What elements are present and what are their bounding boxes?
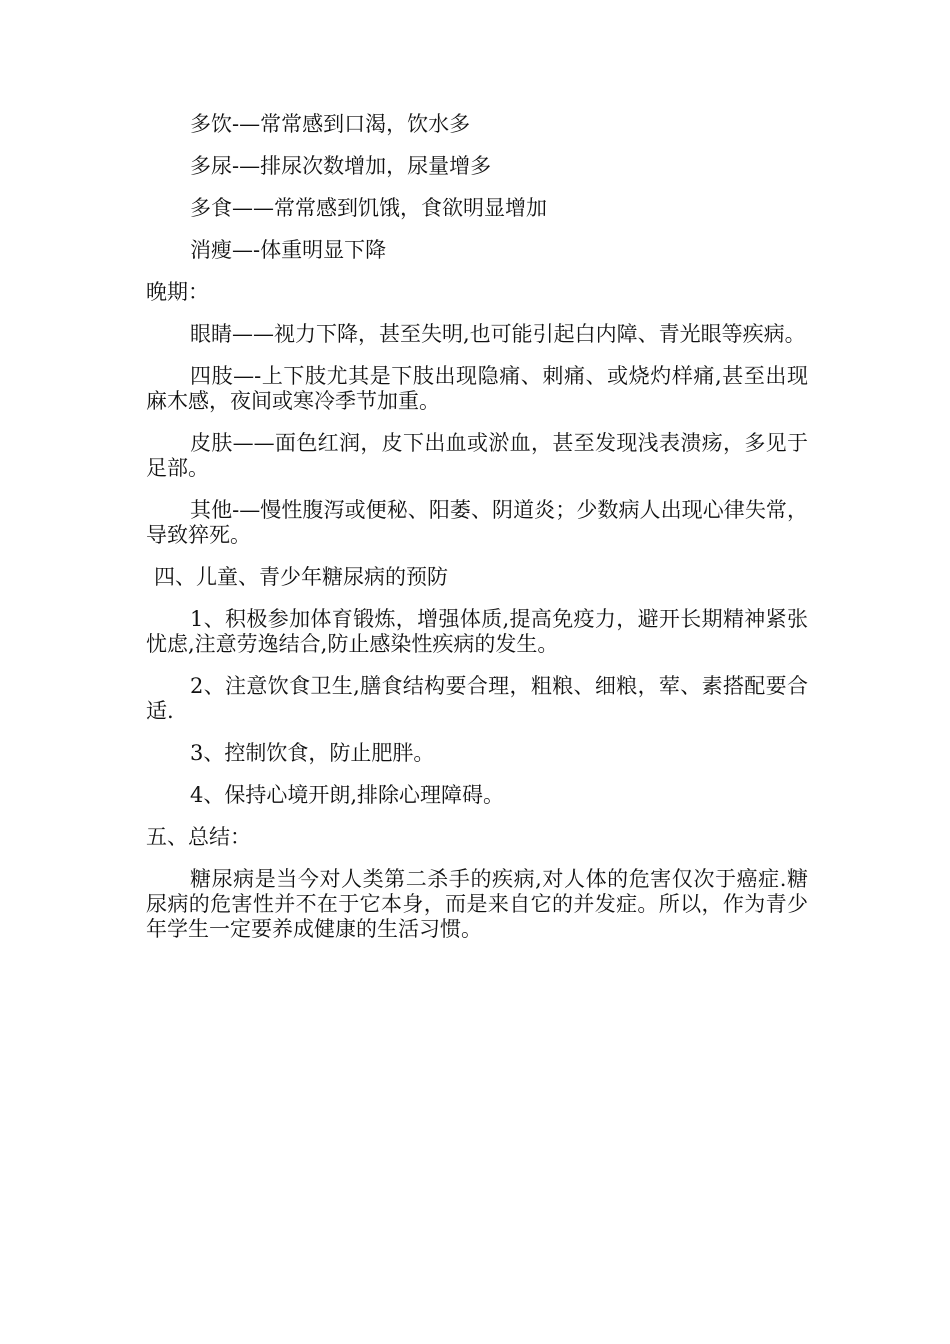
late-stage-limbs: 四肢—-上下肢尤其是下肢出现隐痛、刺痛、或烧灼样痛,甚至出现麻木感，夜间或寒冷季节加重。 <box>146 364 808 413</box>
late-stage-skin: 皮肤——面色红润，皮下出血或淤血，甚至发现浅表溃疡，多见于足部。 <box>146 431 808 480</box>
late-stage-heading: 晚期： <box>146 280 209 304</box>
late-stage-eyes: 眼睛——视力下降，甚至失明,也可能引起白内障、青光眼等疾病。 <box>190 322 806 346</box>
late-stage-other: 其他-—慢性腹泻或便秘、阳萎、阴道炎；少数病人出现心律失常，导致猝死。 <box>146 498 808 547</box>
prevention-heading: 四、儿童、青少年糖尿病的预防 <box>154 565 448 589</box>
prevention-item-4: 4、保持心境开朗,排除心理障碍。 <box>190 783 505 807</box>
prevention-item-2: 2、注意饮食卫生,膳食结构要合理，粗粮、细粮，荤、素搭配要合适. <box>146 674 808 723</box>
symptom-polydipsia: 多饮-—常常感到口渴，饮水多 <box>190 112 471 136</box>
symptom-polyuria: 多尿-—排尿次数增加，尿量增多 <box>190 154 492 178</box>
symptom-polyphagia: 多食——常常感到饥饿，食欲明显增加 <box>190 196 547 220</box>
document-body <box>146 112 808 959</box>
summary-text: 糖尿病是当今对人类第二杀手的疾病,对人体的危害仅次于癌症.糖尿病的危害性并不在于它本身，而是来自它的并发症。所以，作为青少年学生一定要养成健康的生活习惯。 <box>146 867 808 941</box>
symptom-weight-loss: 消瘦—-体重明显下降 <box>190 238 387 262</box>
summary-heading: 五、总结： <box>146 825 251 849</box>
prevention-item-1: 1、积极参加体育锻炼，增强体质,提高免疫力，避开长期精神紧张忧虑,注意劳逸结合,防止感染性疾病的发生。 <box>146 607 808 656</box>
prevention-item-3: 3、控制饮食，防止肥胖。 <box>190 741 435 765</box>
